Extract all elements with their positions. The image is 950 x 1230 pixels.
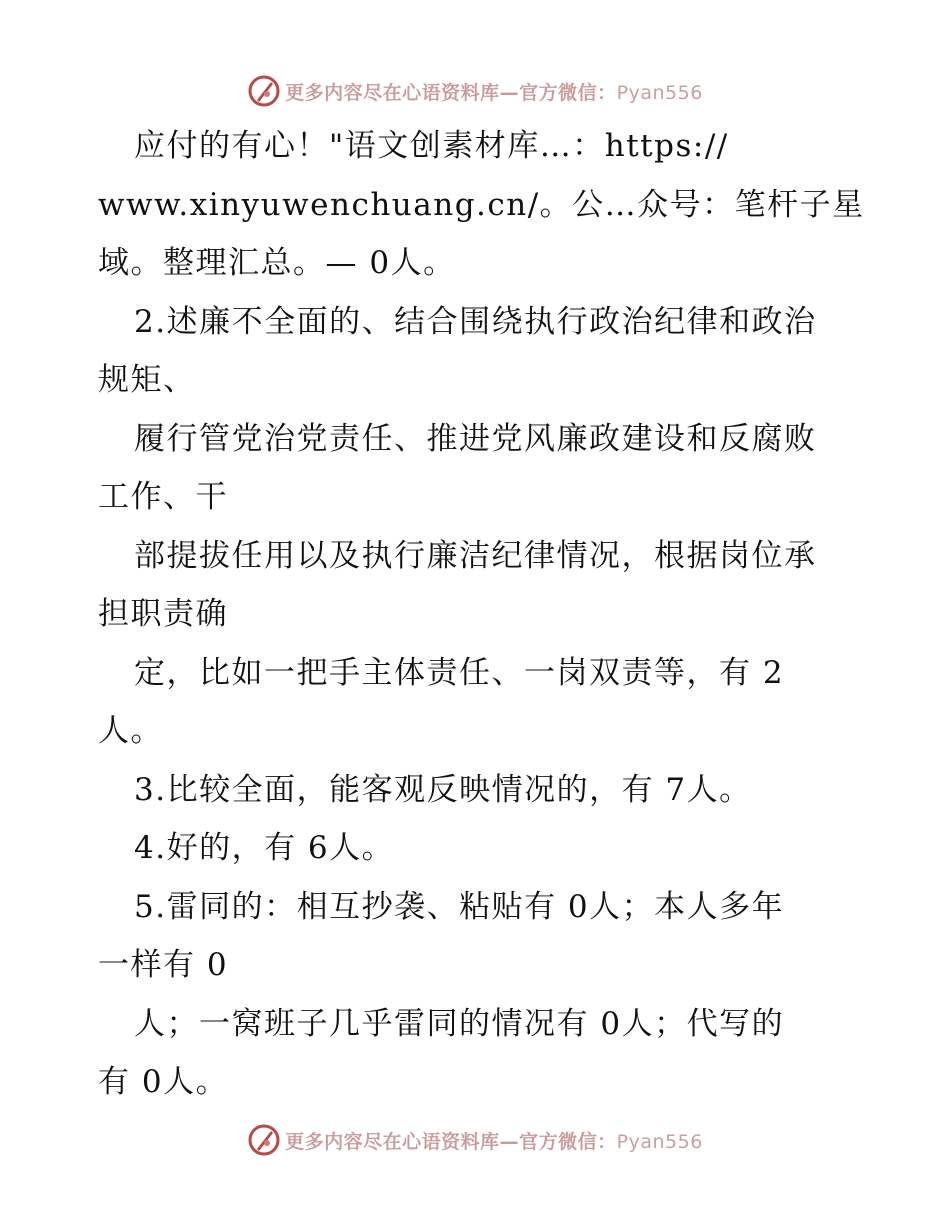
body-line: 2.述廉不全面的、结合围绕执行政治纪律和政治: [134, 303, 817, 340]
body-line: 规矩、: [98, 362, 196, 398]
footer-banner-wechat: Pyan556: [616, 1130, 703, 1153]
body-line: 4.好的，有 6人。: [134, 830, 395, 866]
body-line: 3.比较全面，能客观反映情况的，有 7人。: [134, 771, 752, 808]
document-body: [98, 117, 868, 1112]
body-line: 定，比如一把手主体责任、一岗双责等，有 2: [134, 654, 785, 691]
body-line: www.xinyuwenchuang.cn/。公…众号：笔杆子星: [98, 186, 865, 223]
header-banner-label: 更多内容尽在心语资料库—官方微信：: [285, 81, 617, 104]
quill-pen-logo-icon: [247, 74, 281, 108]
body-line: 人。: [98, 713, 163, 749]
header-banner-wechat: Pyan556: [616, 81, 703, 104]
body-line: 有 0人。: [98, 1064, 229, 1100]
header-banner: [0, 71, 950, 111]
body-line: 履行管党治党责任、推进党风廉政建设和反腐败: [134, 420, 817, 457]
footer-banner-text: [285, 1127, 703, 1154]
body-line: 部提拔任用以及执行廉洁纪律情况，根据岗位承: [134, 537, 817, 574]
header-banner-text: [285, 78, 703, 105]
body-line: 工作、干: [98, 479, 228, 515]
body-line: 应付的有心！"语文创素材库…：https://: [134, 128, 729, 164]
quill-pen-logo-icon: [247, 1123, 281, 1157]
footer-banner-label: 更多内容尽在心语资料库—官方微信：: [285, 1130, 617, 1153]
body-line: 一样有 0: [98, 947, 229, 983]
body-line: 域。整理汇总。— 0人。: [98, 245, 456, 281]
body-line: 担职责确: [98, 596, 228, 632]
body-line: 5.雷同的：相互抄袭、粘贴有 0人；本人多年: [134, 888, 785, 925]
body-line: 人；一窝班子几乎雷同的情况有 0人；代写的: [134, 1005, 785, 1042]
footer-banner: [0, 1120, 950, 1160]
